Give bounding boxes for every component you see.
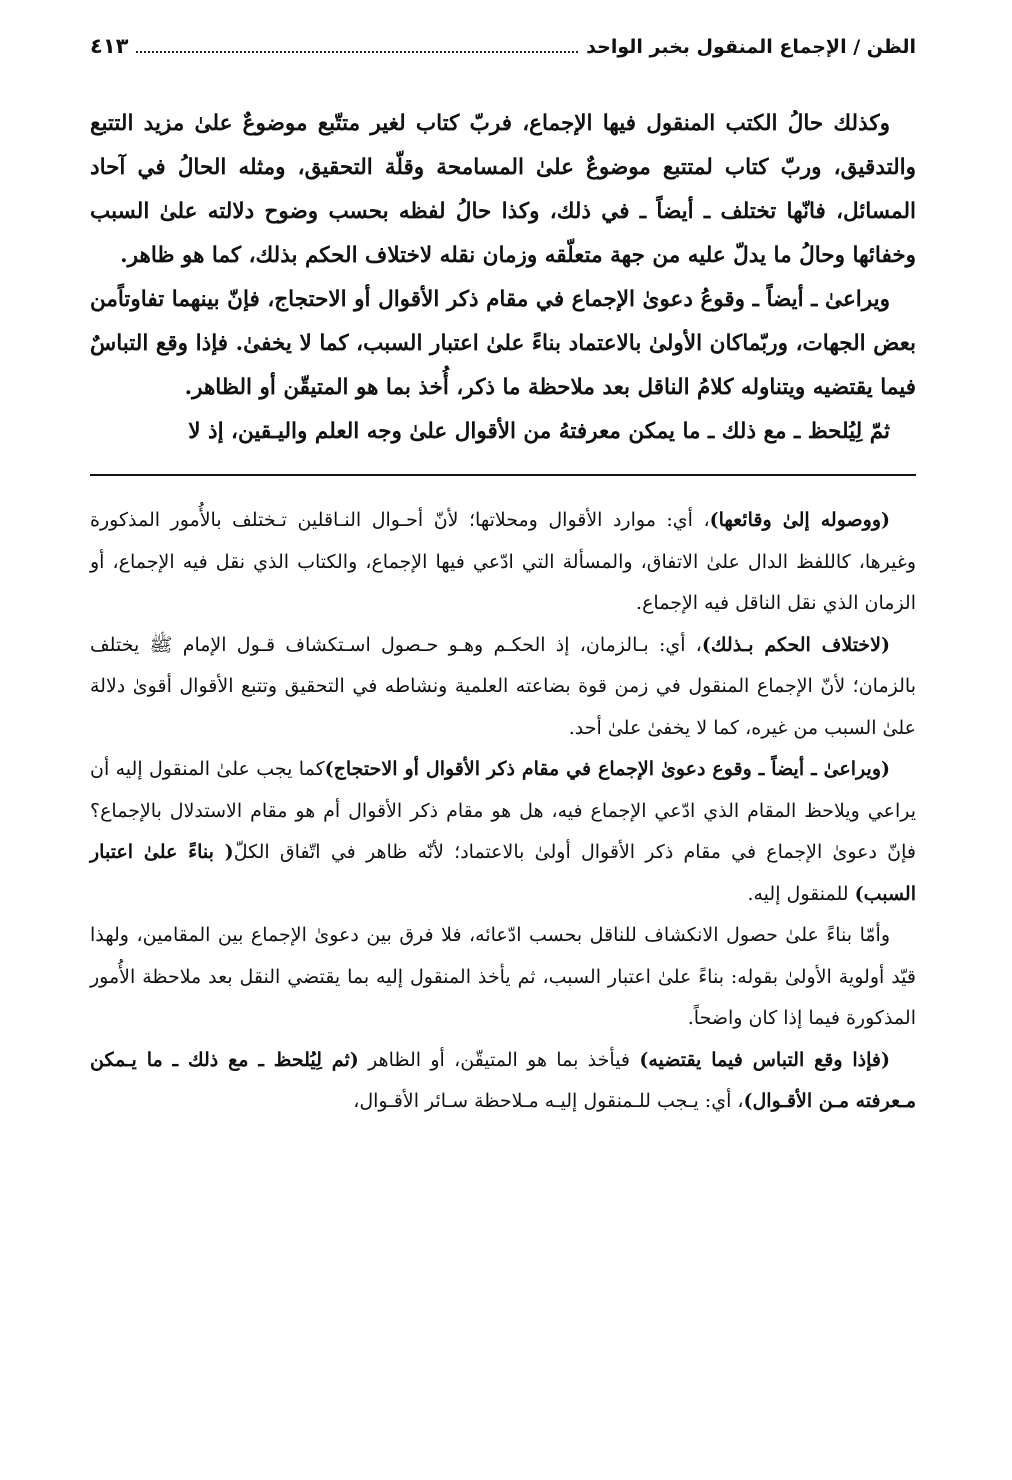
commentary-text: فيأخذ بما هو المتيقّن، أو الظاهر (358, 1048, 640, 1071)
commentary-text: ، أي: موارد الأقوال ومحلاتها؛ لأنّ أحـوال النـاقلين تـختلف بالأُمور المذكورة وغيرها، كاللفظ الدال علىٰ الاتفاق، والمسألة التي ادّعي فيها الإجماع، والكتاب الذي نقل فيه الإجماع، أو الزمان الذي نقل الناقل فيه الإجماع. (90, 509, 916, 614)
commentary-paragraph (90, 500, 916, 625)
section-divider (90, 474, 916, 476)
commentary-lemma: (ثم لِيُلحظ ـ مع ذلك ـ ما يـمكن مـعرفته مـن الأقـوال) (90, 1048, 916, 1112)
commentary-text: ، أي: بـالزمان، إذ الحكـم وهـو حـصول اسـتكشاف قـول الإمام ﷺ يختلف بالزمان؛ لأنّ الإجماع المنقول في زمن قوة بضاعته العلمية ونشاطه في التحقيق وتتبع الأقوال أقوىٰ دلالة علىٰ السبب من غيره، كما لا يخفىٰ علىٰ أحد. (90, 633, 916, 739)
commentary-text: وأمّا بناءً علىٰ حصول الانكشاف للناقل بحسب ادّعائه، فلا فرق بين دعوىٰ الإجماع بين المقامين، ولهذا قيّد أولوية الأولىٰ بقوله: بناءً علىٰ اعتبار السبب، ثم يأخذ المنقول إليه بما يقتضي النقل بعد ملاحظة الأُمور المذكورة فيما إذا كان واضحاً. (90, 924, 916, 1029)
main-paragraph: ثمّ لِيُلحظ ـ مع ذلك ـ ما يمكن معرفتهُ من الأقوال علىٰ وجه العلم واليـقين، إذ لا (188, 419, 890, 444)
commentary-lemma: ( بناءً علىٰ اعتبار السبب) (90, 841, 916, 905)
page-number: ٤١٣ (90, 34, 129, 58)
commentary-lemma: (فإذا وقع التباس فيما يقتضيه) (639, 1048, 890, 1071)
commentary (90, 500, 916, 1123)
commentary-text: كما يجب علىٰ المنقول إليه أن يراعي ويلاحظ المقام الذي ادّعي الإجماع فيه، هل هو مقام ذكر الأقوال أم هو مقام الاستدلال بالإجماع؟ فإنّ دعوىٰ الإجماع في مقام ذكر الأقوال أولىٰ بالاعتماد؛ لأنّه ظاهر في اتّفاق الكلّ (90, 758, 917, 863)
commentary-paragraph (90, 625, 916, 750)
main-text (90, 102, 916, 454)
commentary-paragraph (90, 915, 916, 1040)
commentary-paragraph (90, 1040, 916, 1123)
commentary-text: ، أي: يـجب للـمنقول إليـه مـلاحظة سـائر الأقـوال، (353, 1090, 744, 1112)
commentary-lemma: (ووصوله إلىٰ وقائعها) (709, 509, 891, 531)
header-title: الظن / الإجماع المنقول بخبر الواحد (586, 36, 916, 58)
commentary-lemma: (ويراعىٰ ـ أيضاً ـ وقوع دعوىٰ الإجماع في مقام ذكر الأقوال أو الاحتجاج) (324, 758, 890, 780)
commentary-text: للمنقول إليه. (747, 882, 855, 905)
header-leader-dots (136, 50, 578, 53)
main-paragraph: ويراعىٰ ـ أيضاً ـ وقوعُ دعوىٰ الإجماع في مقام ذكر الأقوال أو الاحتجاج، فإنّ بينهما تفاوتاًمن بعض الجهات، وربّماكان الأولىٰ بالاعتماد بناءً علىٰ اعتبار السبب، كما لا يخفىٰ. فإذا وقع التباسٌ فيما يقتضيه ويتناوله كلامُ الناقل بعد ملاحظة ما ذكر، أُخذ بما هو المتيقّن أو الظاهر. (90, 287, 916, 400)
commentary-lemma: (لاختلاف الحكم بـذلك) (701, 633, 891, 656)
commentary-paragraph (90, 749, 916, 915)
main-paragraph: وكذلك حالُ الكتب المنقول فيها الإجماع، فربّ كتاب لغير متتّبع موضوعٌ علىٰ مزيد التتبع والتدقيق، وربّ كتاب لمتتبع موضوعٌ علىٰ المسامحة وقلّة التحقيق، ومثله الحالُ في آحاد المسائل، فانّها تختلف ـ أيضاً ـ في ذلك، وكذا حالُ لفظه بحسب وضوح دلالته علىٰ السبب وخفائها وحالُ ما يدلّ عليه من جهة متعلّقه وزمان نقله لاختلاف الحكم بذلك، كما هو ظاهر. (90, 111, 916, 268)
running-header (90, 34, 916, 74)
book-page (90, 34, 916, 1480)
